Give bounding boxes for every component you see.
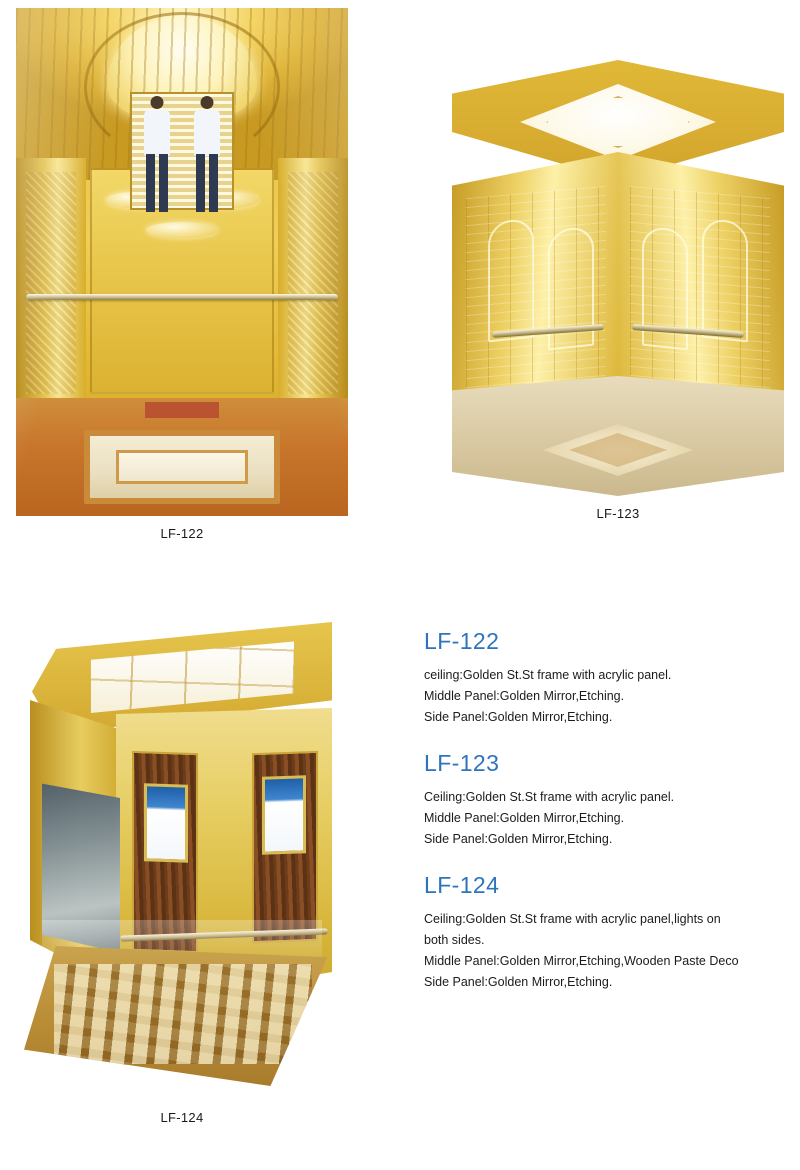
display-screen — [262, 775, 306, 855]
spec-line: Side Panel:Golden Mirror,Etching. — [424, 975, 613, 989]
arch-motif — [702, 218, 748, 343]
spec-model-title: LF-122 — [424, 628, 500, 654]
floor-inlay-pattern — [543, 424, 693, 476]
passenger-legs — [196, 154, 218, 212]
spec-block-lf-124 — [424, 872, 784, 993]
spec-block-lf-122 — [424, 628, 784, 728]
floor-mat — [145, 402, 219, 418]
arch-motif — [488, 218, 534, 343]
passenger — [192, 96, 222, 212]
cabin-floor — [16, 398, 348, 516]
spec-line: Ceiling:Golden St.St frame with acrylic panel. — [424, 790, 675, 804]
passenger — [142, 96, 172, 212]
cabin-floor — [452, 376, 784, 496]
passenger-legs — [146, 154, 168, 212]
figure-caption-lf-122: LF-122 — [160, 526, 204, 541]
floor-inlay-pattern — [54, 964, 312, 1064]
passenger-head — [201, 96, 214, 109]
passenger-head — [151, 96, 164, 109]
specifications — [424, 628, 784, 995]
spec-line: Side Panel:Golden Mirror,Etching. — [424, 710, 613, 724]
spec-model-title: LF-124 — [424, 872, 500, 898]
side-panel-left — [16, 158, 86, 408]
passenger-body — [194, 110, 220, 156]
figure-lf-122 — [16, 8, 348, 541]
product-photo-lf-124 — [16, 596, 348, 1100]
product-photo-lf-122 — [16, 8, 348, 516]
display-screen — [144, 783, 188, 863]
passenger-body — [144, 110, 170, 156]
figure-caption-lf-124: LF-124 — [160, 1110, 204, 1125]
spec-line: Ceiling:Golden St.St frame with acrylic panel,lights on — [424, 912, 721, 926]
passengers — [134, 90, 230, 212]
marble-floor-inlay — [84, 430, 280, 504]
spec-line: both sides. — [424, 933, 485, 947]
figure-lf-123 — [452, 42, 784, 521]
figure-caption-lf-123: LF-123 — [596, 506, 640, 521]
oval-light — [146, 222, 218, 238]
product-photo-lf-123 — [452, 42, 784, 496]
spec-model-title: LF-123 — [424, 750, 500, 776]
spec-line: Middle Panel:Golden Mirror,Etching,Wooden Paste Deco — [424, 954, 739, 968]
spec-line: ceiling:Golden St.St frame with acrylic panel. — [424, 668, 672, 682]
handrail — [26, 294, 338, 300]
figure-lf-124 — [16, 596, 348, 1125]
spec-line: Side Panel:Golden Mirror,Etching. — [424, 832, 613, 846]
spec-line: Middle Panel:Golden Mirror,Etching. — [424, 689, 625, 703]
spec-line: Middle Panel:Golden Mirror,Etching. — [424, 811, 625, 825]
side-panel-right — [278, 158, 348, 408]
golden-mirror-panel — [42, 780, 120, 960]
spec-block-lf-123 — [424, 750, 784, 850]
